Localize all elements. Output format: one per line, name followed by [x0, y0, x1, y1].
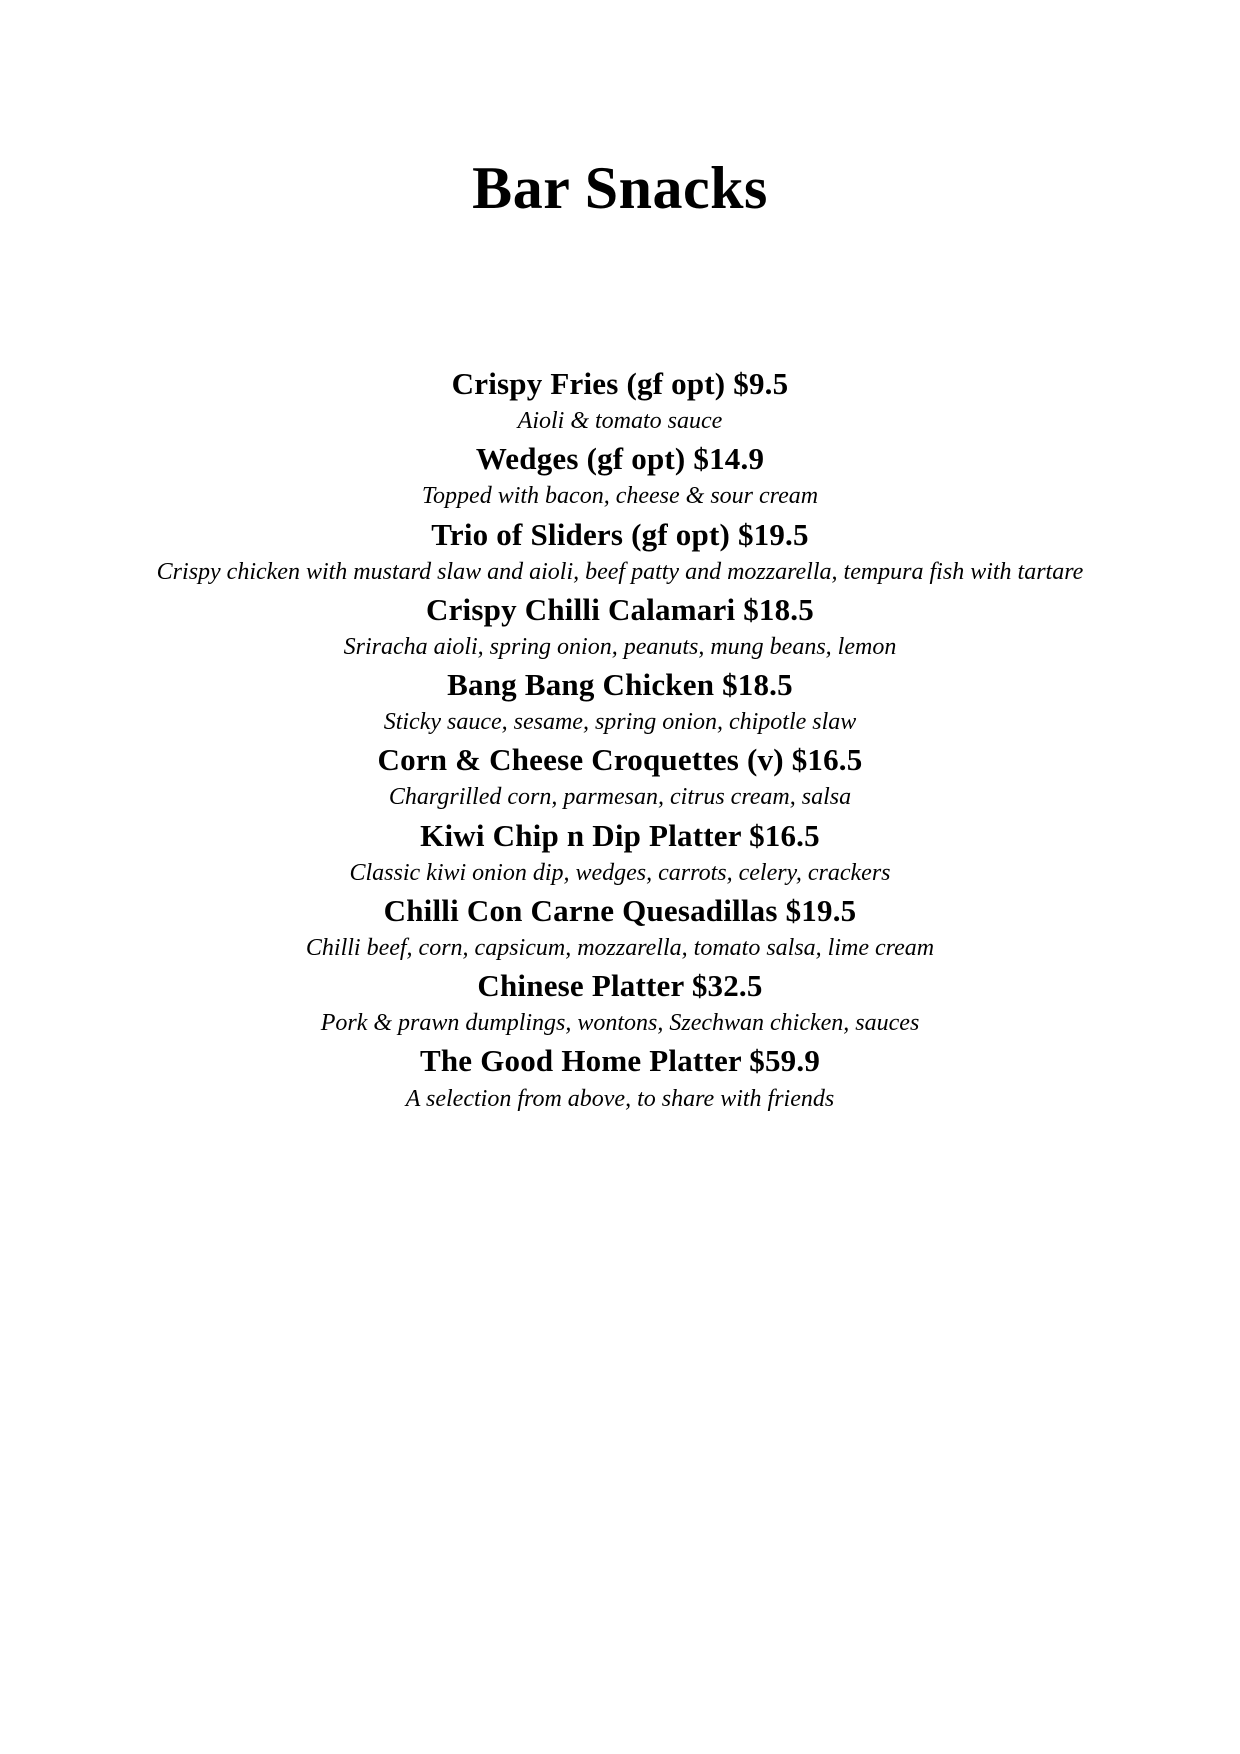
menu-item-description: A selection from above, to share with friends [405, 1085, 835, 1112]
menu-item-name: Crispy Chilli Calamari $18.5 [426, 591, 814, 627]
menu-item-name: Crispy Fries (gf opt) $9.5 [451, 366, 789, 401]
list-item [0, 514, 1240, 589]
menu-item-description: Topped with bacon, cheese & sour cream [421, 483, 819, 510]
menu-item-name: Chilli Con Carne Quesadillas $19.5 [383, 892, 857, 928]
list-item [0, 965, 1240, 1040]
menu-item-description: Aioli & tomato sauce [517, 408, 723, 435]
list-item [0, 363, 1240, 438]
menu-item-description: Classic kiwi onion dip, wedges, carrots, celery, crackers [349, 859, 891, 886]
menu-item-name: Trio of Sliders (gf opt) $19.5 [431, 516, 809, 552]
list-item [0, 890, 1240, 965]
list-item [0, 438, 1240, 513]
list-item [0, 815, 1240, 890]
menu-item-description: Chilli beef, corn, capsicum, mozzarella, tomato salsa, lime cream [305, 935, 935, 962]
menu-item-description: Sticky sauce, sesame, spring onion, chipotle slaw [383, 709, 857, 736]
menu-item-name: Bang Bang Chicken $18.5 [447, 667, 793, 703]
menu-item-description: Pork & prawn dumplings, wontons, Szechwan chicken, sauces [320, 1010, 920, 1037]
menu-item-description: Sriracha aioli, spring onion, peanuts, mung beans, lemon [343, 633, 897, 660]
menu-item-description: Crispy chicken with mustard slaw and aioli, beef patty and mozzarella, tempura fish with tartare [156, 558, 1084, 585]
menu-item-description: Chargrilled corn, parmesan, citrus cream, salsa [388, 784, 852, 811]
list-item [0, 739, 1240, 814]
menu-item-name: The Good Home Platter $59.9 [419, 1043, 821, 1079]
menu-item-list [0, 363, 1240, 1116]
menu-item-name: Corn & Cheese Croquettes (v) $16.5 [377, 742, 863, 778]
page-title: Bar Snacks [472, 155, 768, 221]
menu-item-name: Kiwi Chip n Dip Platter $16.5 [420, 817, 820, 853]
list-item [0, 664, 1240, 739]
menu-item-name: Wedges (gf opt) $14.9 [475, 441, 765, 477]
list-item [0, 1040, 1240, 1115]
list-item [0, 589, 1240, 664]
menu-item-name: Chinese Platter $32.5 [477, 968, 763, 1004]
